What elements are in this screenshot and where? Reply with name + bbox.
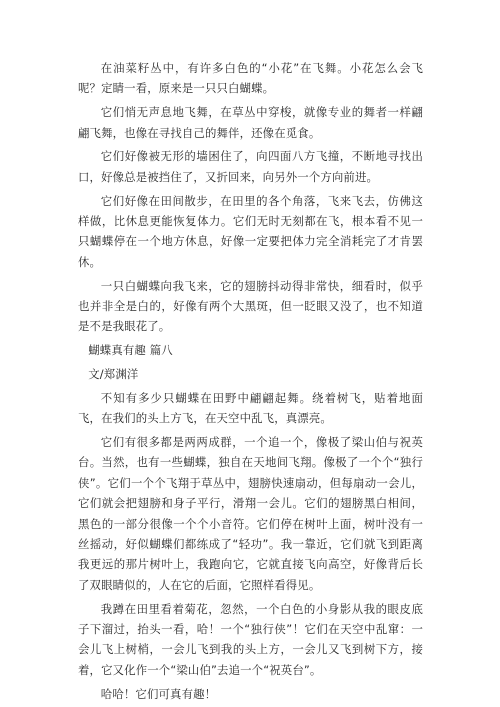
- paragraph: 在油菜籽丛中，有许多白色的“小花”在飞舞。小花怎么会飞呢？定睛一看，原来是一只只白蝴蝶。: [78, 61, 423, 96]
- paragraph: 我蹲在田里看着菊花，忽然，一个白色的小身影从我的眼皮底子下溜过，抬头一看，哈！一个“独行侠”！它们在天空中乱窜：一会儿飞上树梢，一会儿飞到我的头上方，一会儿又飞到树下方，接着，它又化作一个“梁山伯”去追一个“祝英台”。: [78, 601, 423, 677]
- article-body: [78, 58, 423, 707]
- paragraph: 一只白蝴蝶向我飞来，它的翅膀抖动得非常快，细看时，似乎也并非全是白的，好像有两个大黑斑，但一眨眼又没了，也不知道是不是我眼花了。: [78, 278, 423, 334]
- author-line: 文/郑渊洋: [88, 367, 139, 382]
- paragraph: 它们有很多都是两两成群，一个追一个，像极了梁山伯与祝英台。当然，也有一些蝴蝶，独自在天地间飞翔。像极了一个个“独行侠”。它们一个个飞翔于草丛中，翅膀快速扇动，但每扇动一会儿，它们就会把翅膀和身子平行，滑翔一会儿。它们的翅膀黑白相间，黑色的一部分很像一个个小音符。它们停在树叶上面，树叶没有一丝摇动，好似蝴蝶们都练成了“轻功”。我一靠近，它们就飞到距离我更远的那片树叶上，我跑向它，它就直接飞向高空，好像背后长了双眼睛似的，人在它的后面，它照样看得见。: [78, 435, 423, 592]
- paragraph: 它们好像被无形的墙困住了，向四面八方飞撞，不断地寻找出口，好像总是被挡住了，又折回来，向另外一个方向前进。: [78, 149, 423, 184]
- paragraph: 它们悄无声息地飞舞，在草丛中穿梭，就像专业的舞者一样翩翩飞舞，也像在寻找自己的舞伴，还像在觅食。: [78, 105, 423, 140]
- section-title: 蝴蝶真有趣 篇八: [88, 343, 173, 358]
- paragraph: 哈哈！它们可真有趣！: [100, 686, 217, 701]
- paragraph: 它们好像在田间散步，在田里的各个角落，飞来飞去，仿佛这样做，比休息更能恢复体力。它们无时无刻都在飞，根本看不见一只蝴蝶停在一个地方休息，好像一定要把体力完全消耗完了才肯罢休。: [78, 193, 423, 269]
- paragraph: 不知有多少只蝴蝶在田野中翩翩起舞。绕着树飞，贴着地面飞，在我们的头上方飞，在天空中乱飞，真漂亮。: [78, 390, 423, 426]
